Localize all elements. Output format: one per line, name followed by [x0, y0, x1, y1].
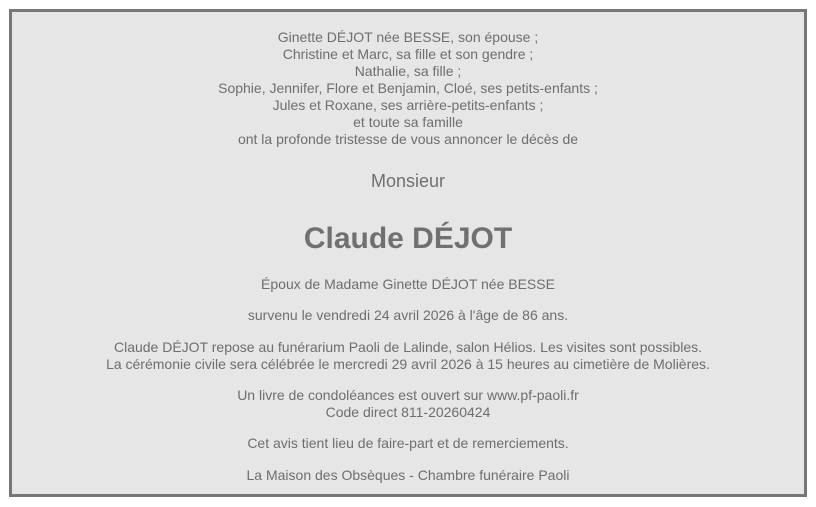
family-line-great-grandchildren: Jules et Roxane, ses arrière-petits-enfants ;	[272, 97, 544, 113]
announcement-line: ont la profonde tristesse de vous annoncer le décès de	[237, 131, 579, 147]
rest-location-line: Claude DÉJOT repose au funérarium Paoli de Lalinde, salon Hélios. Les visites sont possibles.	[113, 339, 703, 355]
notice-replaces-line: Cet avis tient lieu de faire-part et de remerciements.	[247, 435, 569, 451]
condolence-code-line: Code direct 811-20260424	[325, 404, 491, 420]
civility-title: Monsieur	[370, 171, 446, 191]
ceremony-line: La cérémonie civile sera célébrée le mercredi 29 avril 2026 à 15 heures au cimetière de Molières.	[106, 356, 710, 372]
condolence-website-line: Un livre de condoléances est ouvert sur www.pf-paoli.fr	[237, 387, 579, 403]
family-line-family: et toute sa famille	[353, 114, 463, 130]
family-line-grandchildren: Sophie, Jennifer, Flore et Benjamin, Cloé, ses petits-enfants ;	[218, 80, 598, 96]
death-date-line: survenu le vendredi 24 avril 2026 à l'âge de 86 ans.	[247, 307, 569, 323]
death-notice	[9, 9, 807, 497]
family-line-daughter: Nathalie, sa fille ;	[354, 63, 462, 79]
spouse-line: Époux de Madame Ginette DÉJOT née BESSE	[261, 276, 555, 292]
ceremony-details	[12, 339, 804, 373]
funeral-home-name: La Maison des Obsèques - Chambre funéraire Paoli	[246, 467, 570, 483]
family-announcement	[12, 29, 804, 148]
family-line-daughter-son-in-law: Christine et Marc, sa fille et son gendre ;	[282, 46, 534, 62]
family-line-spouse: Ginette DÉJOT née BESSE, son épouse ;	[277, 29, 539, 45]
deceased-name: Claude DÉJOT	[303, 222, 513, 255]
condolence-book	[12, 387, 804, 421]
